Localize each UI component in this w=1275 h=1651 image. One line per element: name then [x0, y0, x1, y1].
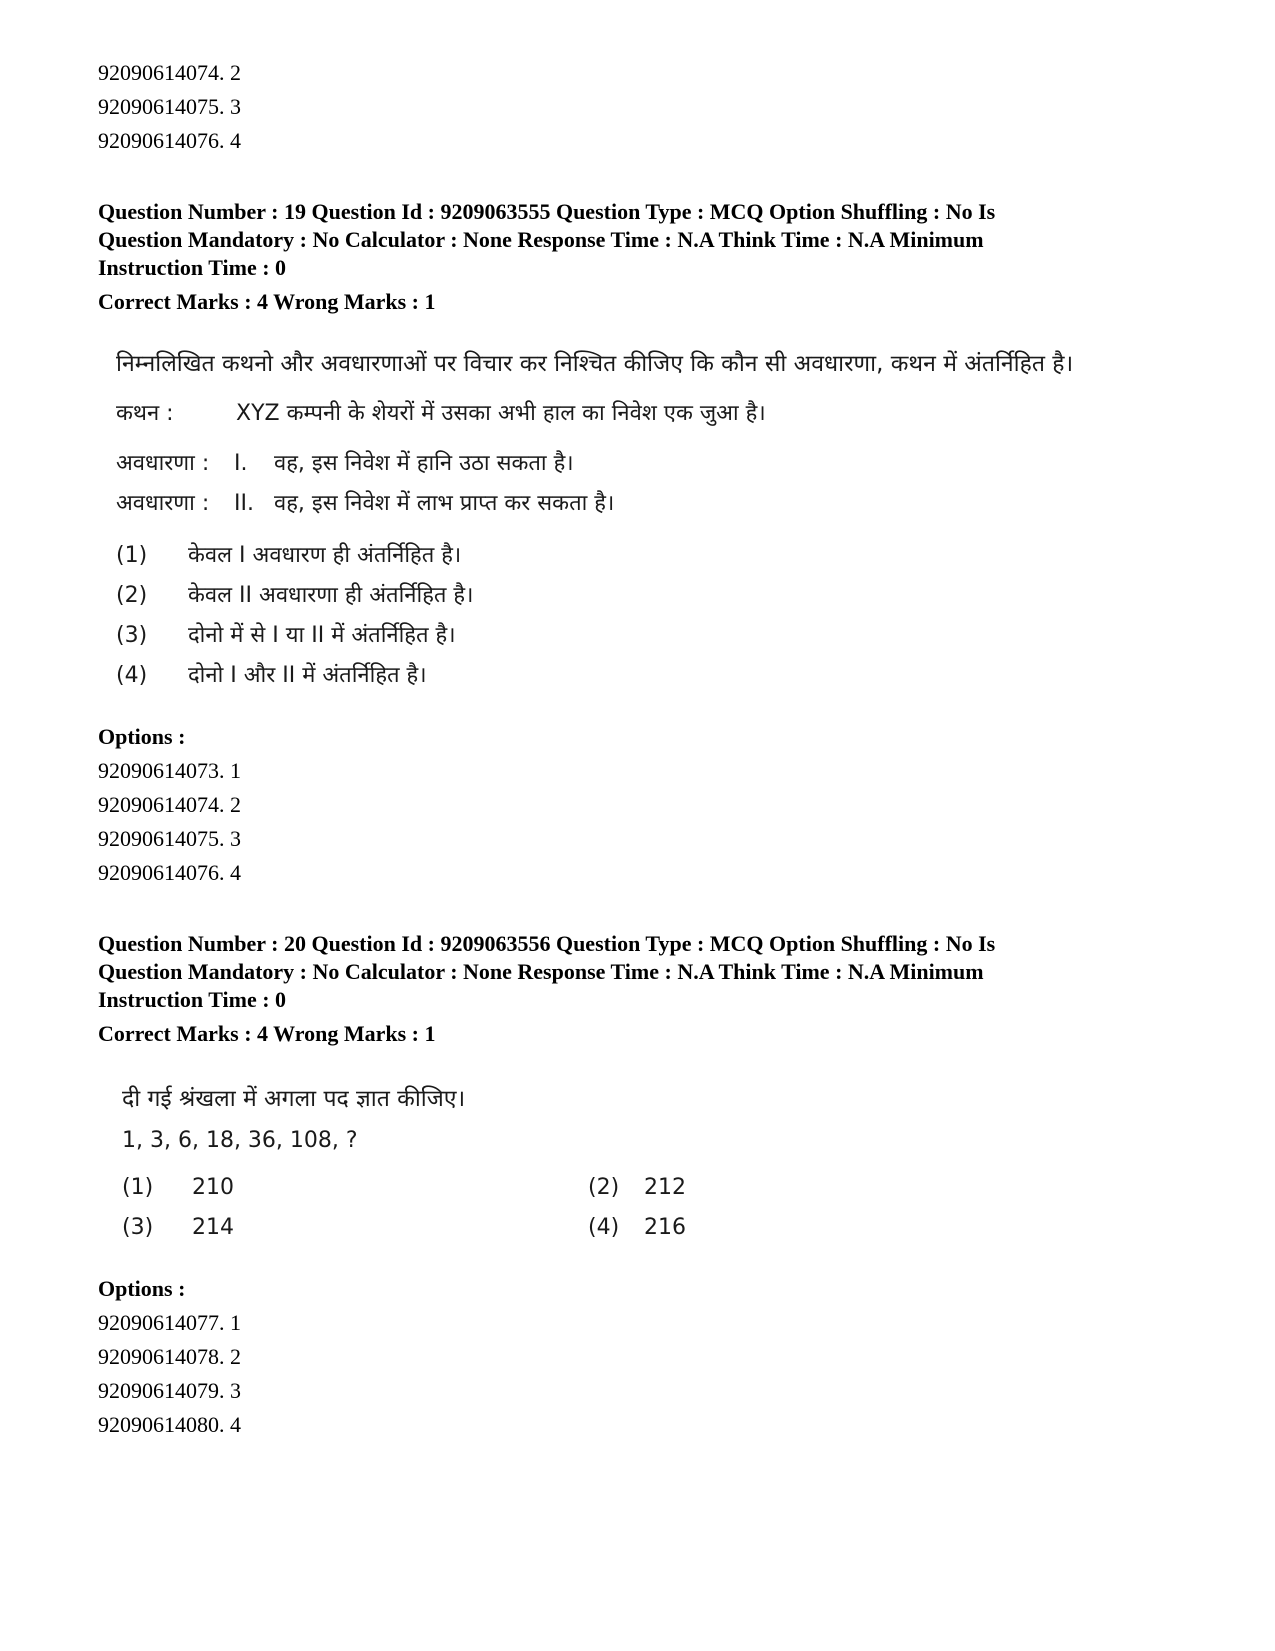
choice-number: (4) [588, 1215, 620, 1240]
question-header-line: Question Number : 19 Question Id : 9209063555 Question Type : MCQ Option Shuffling : No Is [98, 199, 996, 224]
question-header-line: Question Mandatory : No Calculator : None Response Time : N.A Think Time : N.A Minimum [98, 959, 984, 984]
option-line: 92090614079. 3 [98, 1378, 241, 1403]
option-line: 92090614073. 1 [98, 758, 241, 783]
choice-item [116, 656, 1178, 696]
option-line: 92090614076. 4 [98, 128, 241, 153]
choice-number: (2) [588, 1175, 620, 1200]
question-image [116, 344, 1178, 696]
option-line: 92090614078. 2 [98, 1344, 241, 1369]
question-stem: निम्नलिखित कथनो और अवधारणाओं पर विचार कर निश्चित कीजिए कि कौन सी अवधारणा, कथन में अंतर्निहित है। [116, 351, 1074, 377]
choice-text: 216 [644, 1215, 686, 1240]
question-20 [98, 930, 1178, 1442]
assumption-row [116, 444, 1178, 484]
statement-row [116, 394, 1178, 434]
choice-item [122, 1170, 588, 1206]
previous-options-list [98, 56, 1178, 158]
question-header-line: Instruction Time : 0 [98, 255, 287, 280]
choice-number: (4) [116, 663, 148, 688]
choice-item [116, 576, 1178, 616]
choice-item [588, 1170, 788, 1206]
choice-number: (3) [122, 1215, 154, 1240]
assumption-number: II. [234, 491, 254, 516]
number-series: 1, 3, 6, 18, 36, 108, ? [122, 1128, 358, 1153]
option-line: 92090614074. 2 [98, 60, 241, 85]
options-heading: Options : [98, 1276, 186, 1301]
assumption-row [116, 484, 1178, 524]
choice-item [588, 1210, 788, 1246]
question-stem: दी गई श्रंखला में अगला पद ज्ञात कीजिए। [122, 1086, 466, 1112]
choice-list [116, 536, 1178, 696]
assumption-text: वह, इस निवेश में हानि उठा सकता है। [274, 451, 574, 476]
option-line: 92090614077. 1 [98, 1310, 241, 1335]
question-header-line: Question Number : 20 Question Id : 9209063556 Question Type : MCQ Option Shuffling : No Is [98, 931, 996, 956]
choice-text: 212 [644, 1175, 686, 1200]
question-19 [98, 198, 1178, 890]
choice-number: (1) [116, 543, 148, 568]
option-line: 92090614075. 3 [98, 94, 241, 119]
question-marks: Correct Marks : 4 Wrong Marks : 1 [98, 1021, 436, 1046]
question-marks: Correct Marks : 4 Wrong Marks : 1 [98, 289, 436, 314]
options-list [98, 1306, 1178, 1442]
choice-item [122, 1210, 588, 1246]
options-heading: Options : [98, 724, 186, 749]
assumption-text: वह, इस निवेश में लाभ प्राप्त कर सकता है। [274, 491, 615, 516]
question-header-line: Instruction Time : 0 [98, 987, 287, 1012]
options-list [98, 754, 1178, 890]
assumption-label: अवधारणा : [116, 491, 210, 516]
choice-text: केवल I अवधारण ही अंतर्निहित है। [188, 543, 462, 568]
choice-text: 214 [192, 1215, 234, 1240]
option-line: 92090614074. 2 [98, 792, 241, 817]
question-image [122, 1078, 1178, 1246]
question-header-line: Question Mandatory : No Calculator : None Response Time : N.A Think Time : N.A Minimum [98, 227, 984, 252]
choice-text: केवल II अवधारणा ही अंतर्निहित है। [188, 583, 474, 608]
document-page [98, 56, 1178, 1442]
choice-item [116, 616, 1178, 656]
option-line: 92090614080. 4 [98, 1412, 241, 1437]
option-line: 92090614076. 4 [98, 860, 241, 885]
choice-number: (2) [116, 583, 148, 608]
option-line: 92090614075. 3 [98, 826, 241, 851]
statement-label: कथन : [116, 401, 174, 426]
assumption-number: I. [234, 451, 248, 476]
choice-number: (3) [116, 623, 148, 648]
choice-item [116, 536, 1178, 576]
choice-text: दोनो में से I या II में अंतर्निहित है। [188, 623, 456, 648]
choice-text: दोनो I और II में अंतर्निहित है। [188, 663, 427, 688]
choice-text: 210 [192, 1175, 234, 1200]
assumption-label: अवधारणा : [116, 451, 210, 476]
choice-number: (1) [122, 1175, 154, 1200]
choice-grid [122, 1170, 1178, 1246]
statement-text: XYZ कम्पनी के शेयरों में उसका अभी हाल का निवेश एक जुआ है। [236, 401, 766, 426]
